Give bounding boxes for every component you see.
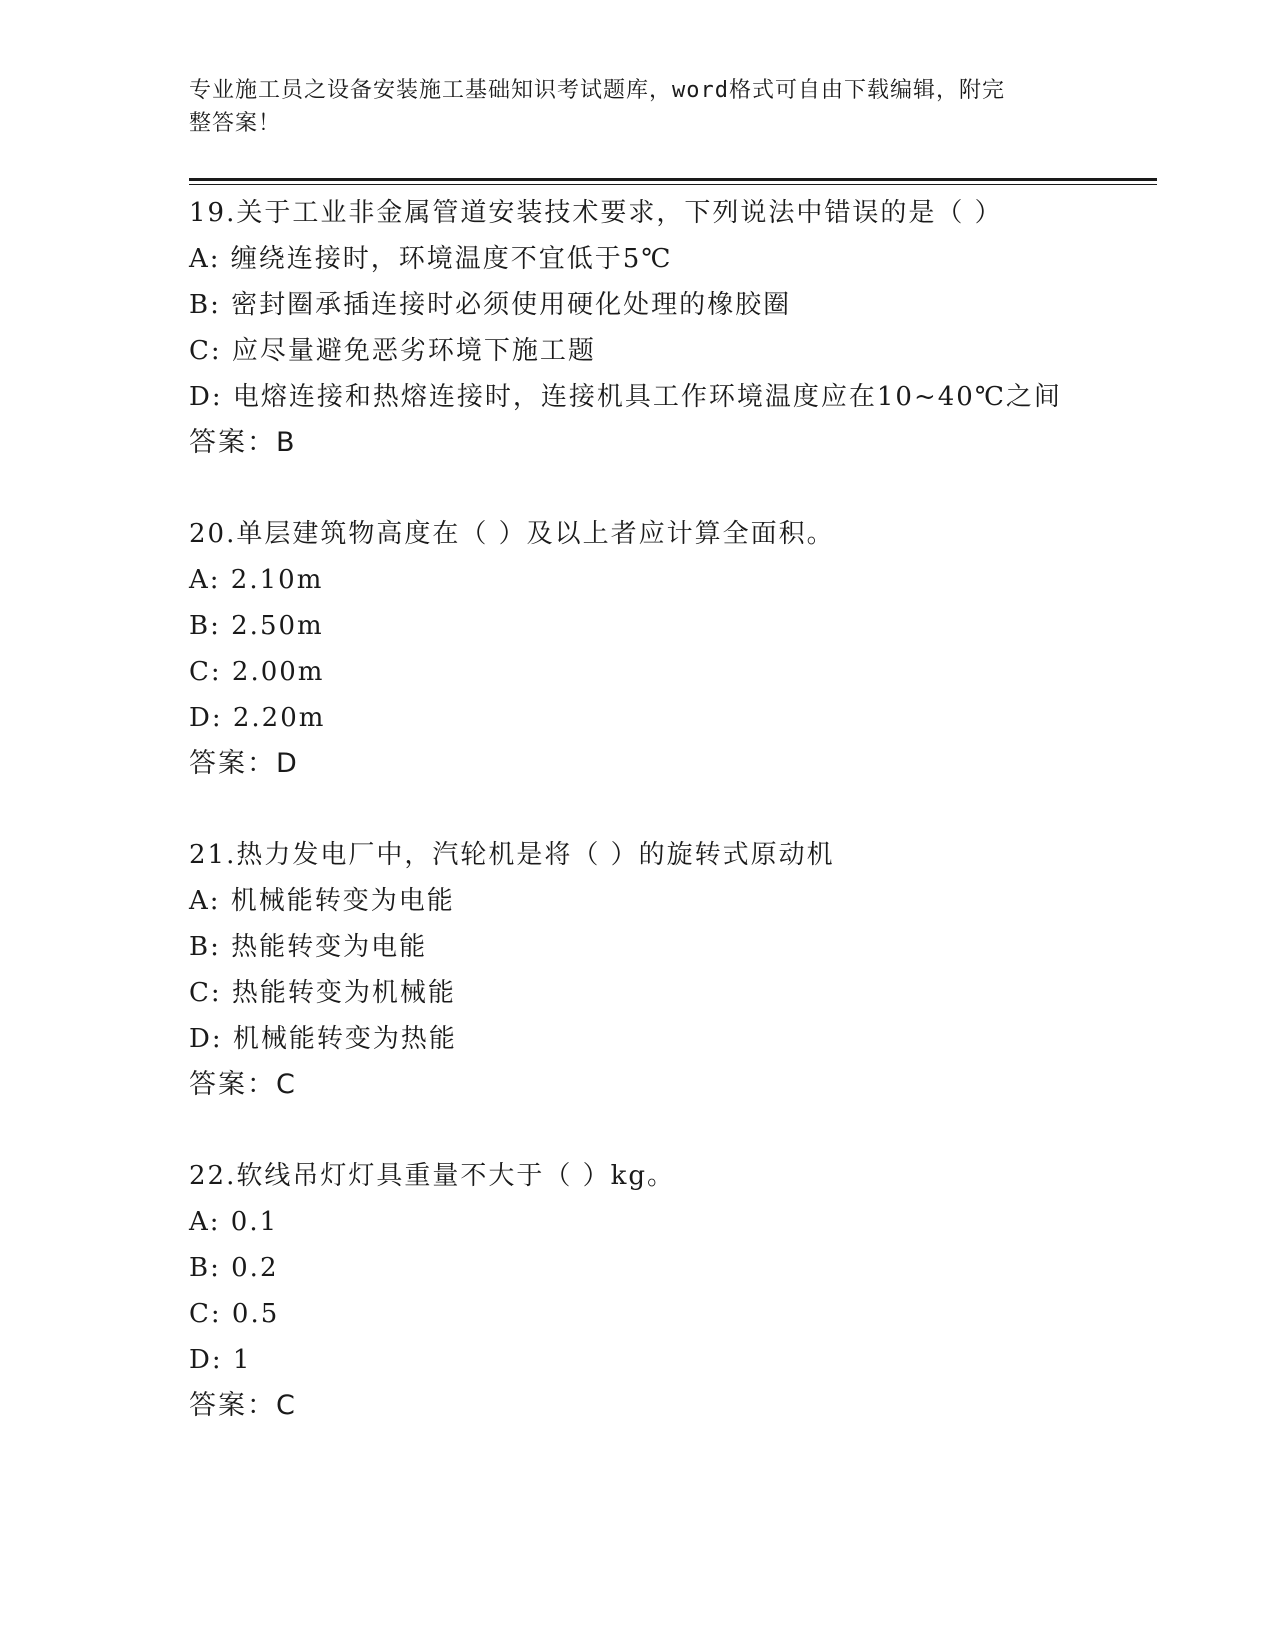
header-divider-thick — [189, 178, 1157, 181]
question-stem: 21.热力发电厂中，汽轮机是将（ ）的旋转式原动机 — [189, 840, 835, 870]
option-b: B: 密封圈承插连接时必须使用硬化处理的橡胶圈 — [189, 290, 792, 320]
option-d: D: 2.20m — [189, 703, 326, 733]
option-a: A: 机械能转变为电能 — [189, 886, 455, 916]
option-c: C: 应尽量避免恶劣环境下施工题 — [189, 336, 596, 366]
document-header — [189, 74, 1089, 140]
question-stem: 19.关于工业非金属管道安装技术要求，下列说法中错误的是（ ） — [189, 198, 1003, 228]
option-b: B: 0.2 — [189, 1253, 279, 1283]
option-c: C: 热能转变为机械能 — [189, 978, 456, 1008]
question-20 — [189, 511, 1157, 787]
question-stem: 20.单层建筑物高度在（ ）及以上者应计算全面积。 — [189, 519, 835, 549]
option-c: C: 0.5 — [189, 1299, 280, 1329]
option-d: D: 电熔连接和热熔连接时，连接机具工作环境温度应在10~40℃之间 — [189, 382, 1062, 412]
option-a: A: 缠绕连接时，环境温度不宜低于5℃ — [189, 244, 673, 274]
answer-label: 答案：B — [189, 427, 297, 458]
answer-label: 答案：D — [189, 748, 299, 779]
option-a: A: 0.1 — [189, 1207, 279, 1237]
question-21 — [189, 832, 1157, 1108]
answer-label: 答案：C — [189, 1390, 297, 1421]
answer-label: 答案：C — [189, 1069, 297, 1100]
header-line-1: 专业施工员之设备安装施工基础知识考试题库，word格式可自由下载编辑，附完 — [189, 78, 1005, 103]
question-22 — [189, 1153, 1157, 1429]
option-b: B: 2.50m — [189, 611, 324, 641]
header-line-2: 整答案！ — [189, 111, 282, 136]
question-list — [189, 190, 1157, 1474]
header-divider-thin — [189, 184, 1157, 185]
option-d: D: 1 — [189, 1345, 252, 1375]
option-b: B: 热能转变为电能 — [189, 932, 428, 962]
question-19 — [189, 190, 1157, 466]
option-a: A: 2.10m — [189, 565, 324, 595]
option-d: D: 机械能转变为热能 — [189, 1024, 457, 1054]
option-c: C: 2.00m — [189, 657, 325, 687]
question-stem: 22.软线吊灯灯具重量不大于（ ）kg。 — [189, 1161, 676, 1191]
